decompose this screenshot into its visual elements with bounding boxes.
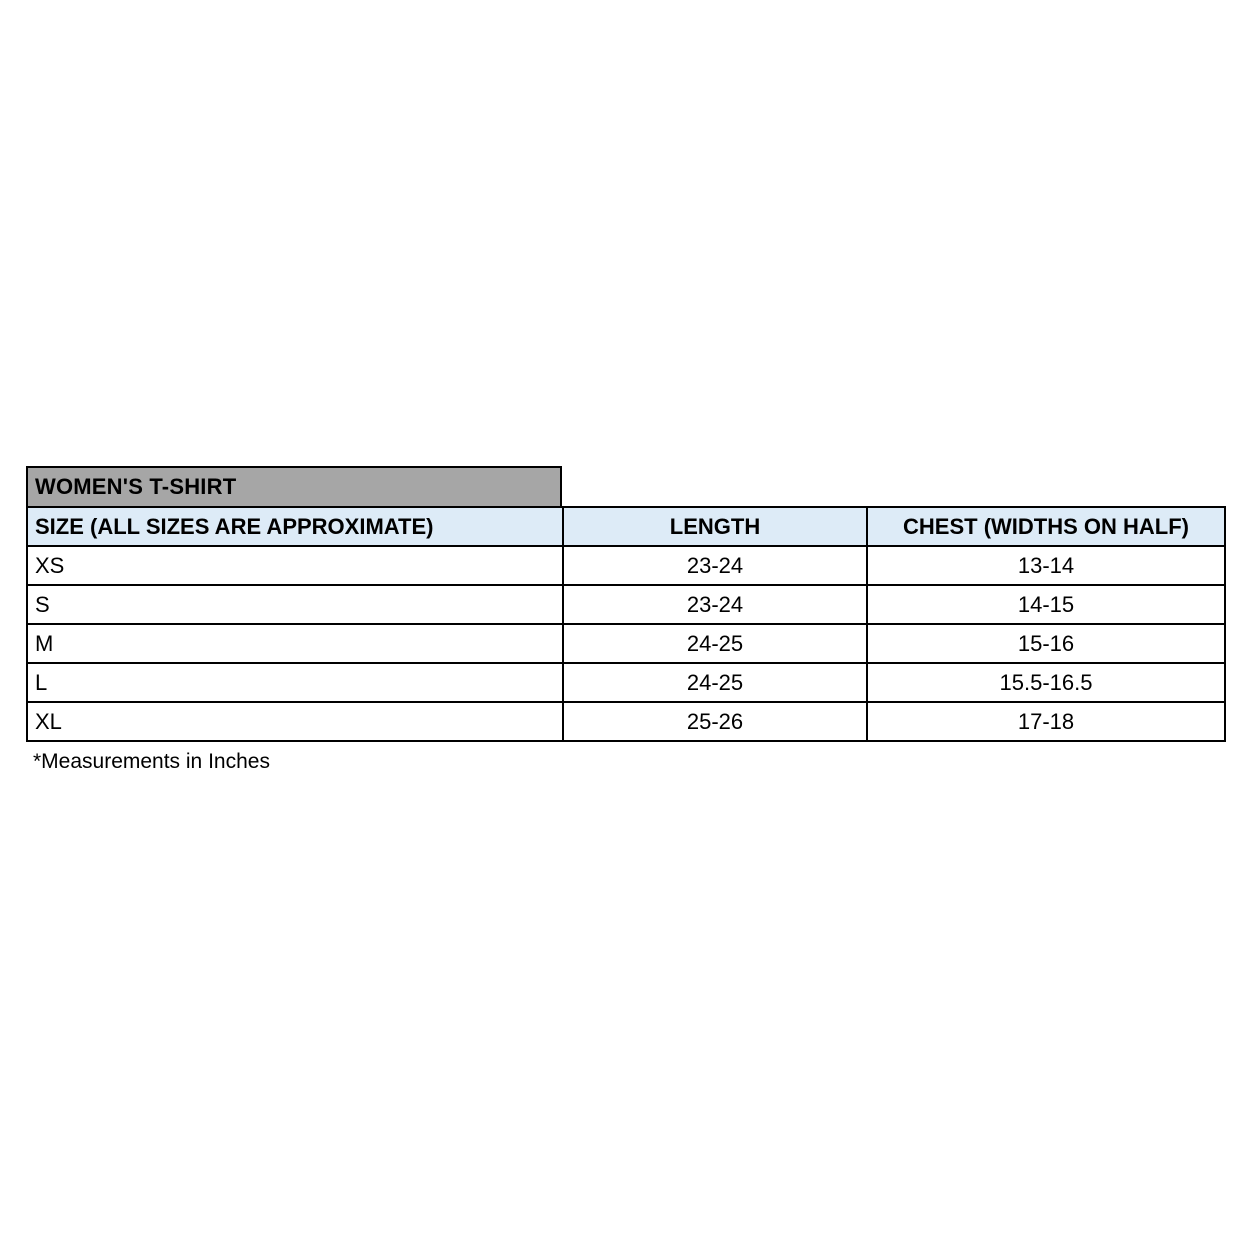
table-row: [27, 585, 1225, 624]
chest-cell: 14-15: [867, 585, 1225, 624]
length-cell: 24-25: [563, 663, 867, 702]
length-cell: 25-26: [563, 702, 867, 741]
size-cell: S: [27, 585, 563, 624]
length-cell: 23-24: [563, 585, 867, 624]
size-cell: L: [27, 663, 563, 702]
length-cell: 23-24: [563, 546, 867, 585]
table-row: [27, 624, 1225, 663]
chest-cell: 13-14: [867, 546, 1225, 585]
footnote: *Measurements in Inches: [33, 750, 270, 773]
length-cell: 24-25: [563, 624, 867, 663]
header-length: LENGTH: [563, 507, 867, 546]
chest-cell: 15.5-16.5: [867, 663, 1225, 702]
chest-cell: 15-16: [867, 624, 1225, 663]
table-row: [27, 702, 1225, 741]
table-row: [27, 546, 1225, 585]
size-cell: XL: [27, 702, 563, 741]
header-size: SIZE (ALL SIZES ARE APPROXIMATE): [27, 507, 563, 546]
table-row: [27, 663, 1225, 702]
table-title: WOMEN'S T-SHIRT: [26, 466, 562, 506]
size-table: [26, 506, 1226, 742]
size-chart: [26, 466, 1224, 742]
chest-cell: 17-18: [867, 702, 1225, 741]
header-row: [27, 507, 1225, 546]
size-cell: XS: [27, 546, 563, 585]
header-chest: CHEST (WIDTHS ON HALF): [867, 507, 1225, 546]
size-cell: M: [27, 624, 563, 663]
